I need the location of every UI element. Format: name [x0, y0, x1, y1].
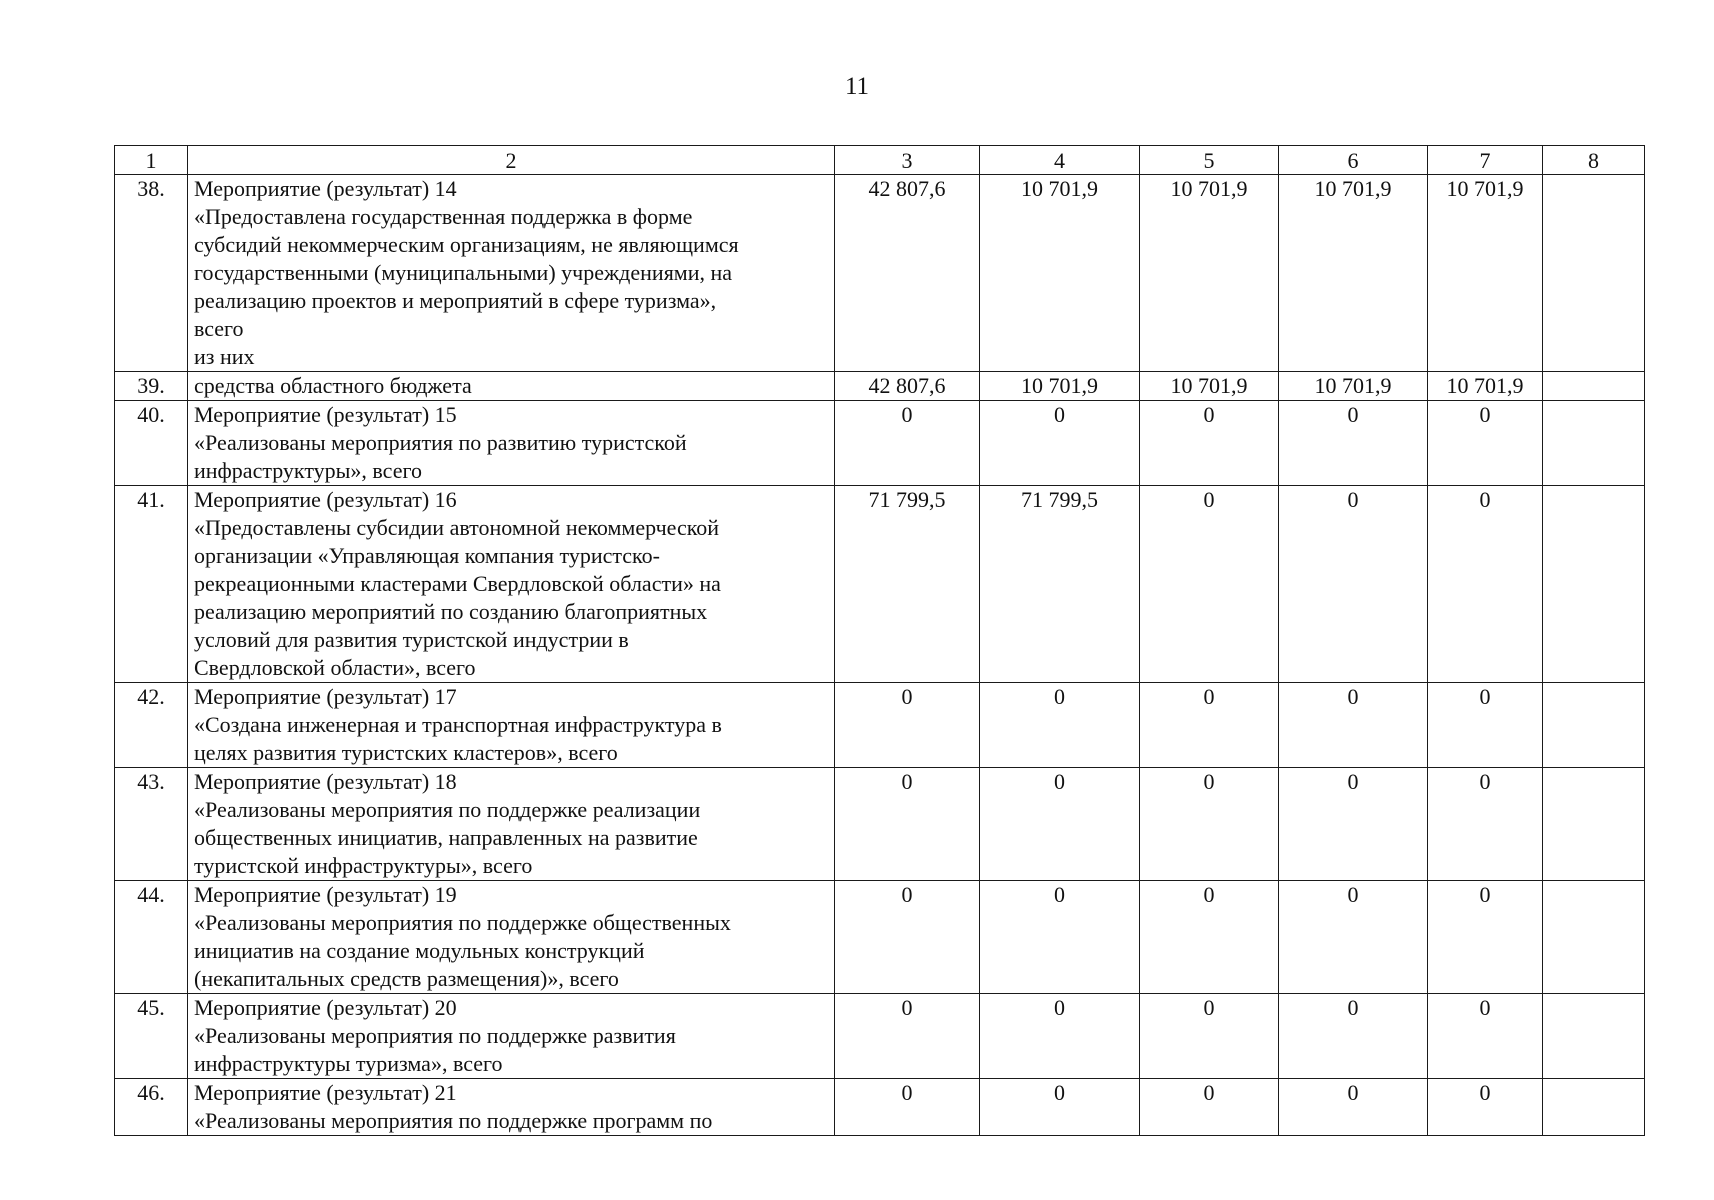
description-line: из них [194, 344, 255, 369]
row-number-cell: 40. [115, 401, 188, 486]
description-line: (некапитальных средств размещения)», всего [194, 966, 619, 991]
header-cell: 5 [1140, 146, 1279, 175]
table-row [115, 683, 1645, 768]
value-cell-col-8 [1543, 175, 1645, 372]
value-cell-col-6: 10 701,9 [1279, 372, 1428, 401]
value-cell-col-3: 71 799,5 [835, 486, 980, 683]
row-number-cell: 42. [115, 683, 188, 768]
description-line: реализацию мероприятий по созданию благоприятных [194, 599, 708, 624]
value-cell-col-8 [1543, 683, 1645, 768]
description-line: общественных инициатив, направленных на развитие [194, 825, 698, 850]
value-cell-col-6: 0 [1279, 994, 1428, 1079]
table-row [115, 401, 1645, 486]
value-cell-col-5: 0 [1140, 1079, 1279, 1136]
value-cell-col-6: 0 [1279, 401, 1428, 486]
value-cell-col-4: 10 701,9 [980, 175, 1140, 372]
value-cell-col-3: 0 [835, 401, 980, 486]
description-cell [188, 372, 835, 401]
description-line: «Реализованы мероприятия по поддержке развития [194, 1023, 676, 1048]
table-row [115, 881, 1645, 994]
budget-table [114, 145, 1645, 1136]
description-line: «Реализованы мероприятия по развитию туристской [194, 430, 687, 455]
value-cell-col-8 [1543, 768, 1645, 881]
description-line: Мероприятие (результат) 20 [194, 995, 457, 1020]
description-line: целях развития туристских кластеров», всего [194, 740, 618, 765]
header-cell: 7 [1428, 146, 1543, 175]
value-cell-col-7: 0 [1428, 486, 1543, 683]
row-number-cell: 46. [115, 1079, 188, 1136]
description-line: «Предоставлены субсидии автономной некоммерческой [194, 515, 720, 540]
value-cell-col-3: 0 [835, 994, 980, 1079]
value-cell-col-5: 10 701,9 [1140, 372, 1279, 401]
row-number-cell: 45. [115, 994, 188, 1079]
table-row [115, 1079, 1645, 1136]
header-cell: 8 [1543, 146, 1645, 175]
value-cell-col-3: 0 [835, 683, 980, 768]
description-line: «Реализованы мероприятия по поддержке общественных [194, 910, 731, 935]
description-line: всего [194, 316, 244, 341]
table-row [115, 994, 1645, 1079]
value-cell-col-4: 71 799,5 [980, 486, 1140, 683]
value-cell-col-7: 0 [1428, 683, 1543, 768]
description-line: туристской инфраструктуры», всего [194, 853, 533, 878]
value-cell-col-6: 0 [1279, 683, 1428, 768]
description-cell [188, 768, 835, 881]
value-cell-col-7: 10 701,9 [1428, 372, 1543, 401]
value-cell-col-5: 0 [1140, 683, 1279, 768]
value-cell-col-5: 10 701,9 [1140, 175, 1279, 372]
value-cell-col-3: 0 [835, 881, 980, 994]
value-cell-col-6: 0 [1279, 768, 1428, 881]
description-line: Мероприятие (результат) 15 [194, 402, 457, 427]
value-cell-col-4: 0 [980, 683, 1140, 768]
page-number: 11 [844, 73, 870, 100]
value-cell-col-8 [1543, 401, 1645, 486]
description-line: рекреационными кластерами Свердловской области» на [194, 571, 721, 596]
value-cell-col-3: 42 807,6 [835, 175, 980, 372]
table-row [115, 372, 1645, 401]
value-cell-col-5: 0 [1140, 994, 1279, 1079]
description-cell [188, 401, 835, 486]
description-line: Мероприятие (результат) 18 [194, 769, 457, 794]
value-cell-col-3: 0 [835, 768, 980, 881]
value-cell-col-7: 0 [1428, 1079, 1543, 1136]
description-line: Мероприятие (результат) 14 [194, 176, 457, 201]
description-line: условий для развития туристской индустрии в [194, 627, 629, 652]
value-cell-col-4: 0 [980, 994, 1140, 1079]
value-cell-col-6: 10 701,9 [1279, 175, 1428, 372]
header-cell: 6 [1279, 146, 1428, 175]
description-cell [188, 486, 835, 683]
value-cell-col-4: 0 [980, 881, 1140, 994]
description-line: инфраструктуры туризма», всего [194, 1051, 503, 1076]
value-cell-col-6: 0 [1279, 486, 1428, 683]
value-cell-col-4: 0 [980, 1079, 1140, 1136]
value-cell-col-5: 0 [1140, 768, 1279, 881]
value-cell-col-4: 0 [980, 768, 1140, 881]
description-line: организации «Управляющая компания туристско- [194, 543, 660, 568]
table-body [115, 175, 1645, 1136]
header-cell: 3 [835, 146, 980, 175]
value-cell-col-6: 0 [1279, 1079, 1428, 1136]
description-line: «Предоставлена государственная поддержка в форме [194, 204, 693, 229]
value-cell-col-7: 0 [1428, 994, 1543, 1079]
value-cell-col-4: 0 [980, 401, 1140, 486]
description-line: «Реализованы мероприятия по поддержке программ по [194, 1108, 713, 1133]
description-cell [188, 994, 835, 1079]
value-cell-col-7: 0 [1428, 401, 1543, 486]
value-cell-col-3: 42 807,6 [835, 372, 980, 401]
value-cell-col-4: 10 701,9 [980, 372, 1140, 401]
description-line: Мероприятие (результат) 19 [194, 882, 457, 907]
description-line: инфраструктуры», всего [194, 458, 422, 483]
value-cell-col-8 [1543, 1079, 1645, 1136]
value-cell-col-7: 0 [1428, 768, 1543, 881]
description-line: инициатив на создание модульных конструкций [194, 938, 645, 963]
value-cell-col-8 [1543, 486, 1645, 683]
description-line: Мероприятие (результат) 16 [194, 487, 457, 512]
row-number-cell: 41. [115, 486, 188, 683]
header-cell: 1 [115, 146, 188, 175]
value-cell-col-8 [1543, 881, 1645, 994]
description-line: государственными (муниципальными) учреждениями, на [194, 260, 733, 285]
description-line: Свердловской области», всего [194, 655, 476, 680]
value-cell-col-8 [1543, 372, 1645, 401]
value-cell-col-7: 0 [1428, 881, 1543, 994]
description-line: субсидий некоммерческим организациям, не являющимся [194, 232, 739, 257]
row-number-cell: 39. [115, 372, 188, 401]
value-cell-col-3: 0 [835, 1079, 980, 1136]
table-row [115, 175, 1645, 372]
description-line: «Реализованы мероприятия по поддержке реализации [194, 797, 701, 822]
table-row [115, 486, 1645, 683]
value-cell-col-5: 0 [1140, 401, 1279, 486]
description-line: средства областного бюджета [194, 373, 472, 398]
description-cell [188, 1079, 835, 1136]
header-cell: 2 [188, 146, 835, 175]
row-number-cell: 38. [115, 175, 188, 372]
description-line: Мероприятие (результат) 17 [194, 684, 457, 709]
value-cell-col-6: 0 [1279, 881, 1428, 994]
description-line: «Создана инженерная и транспортная инфраструктура в [194, 712, 722, 737]
description-line: реализацию проектов и мероприятий в сфере туризма», [194, 288, 717, 313]
value-cell-col-5: 0 [1140, 881, 1279, 994]
header-cell: 4 [980, 146, 1140, 175]
row-number-cell: 44. [115, 881, 188, 994]
description-line: Мероприятие (результат) 21 [194, 1080, 457, 1105]
header-row [115, 146, 1645, 175]
description-cell [188, 881, 835, 994]
description-cell [188, 175, 835, 372]
value-cell-col-5: 0 [1140, 486, 1279, 683]
value-cell-col-7: 10 701,9 [1428, 175, 1543, 372]
table-row [115, 768, 1645, 881]
description-cell [188, 683, 835, 768]
value-cell-col-8 [1543, 994, 1645, 1079]
row-number-cell: 43. [115, 768, 188, 881]
